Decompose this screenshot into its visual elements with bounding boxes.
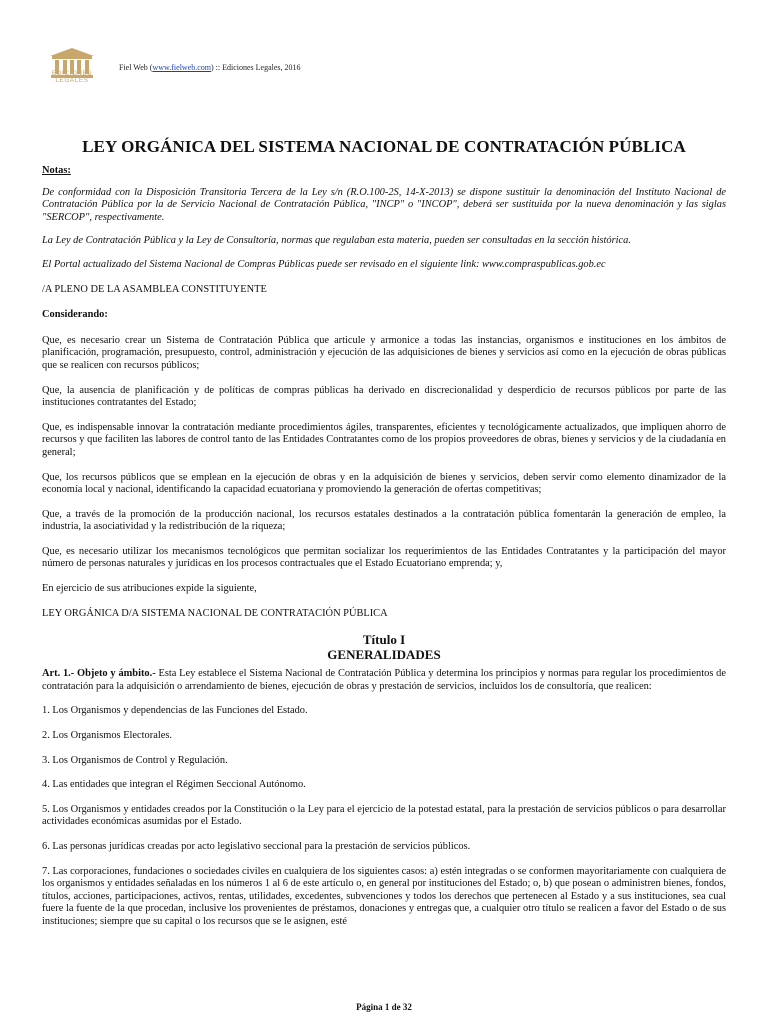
logo-text: EDICIONES LEGALES: [51, 70, 93, 84]
considerando-paragraph: Que, es indispensable innovar la contratación mediante procedimientos ágiles, transparentes, eficientes y tecnológicamente actualizados, que impliquen ahorro de recursos y que faciliten las labores de control tanto de las Entidades Contratantes como de los propios proveedores de obras, bienes y servicios y de la ciudadanía en general;: [42, 421, 726, 458]
document-title: LEY ORGÁNICA DEL SISTEMA NACIONAL DE CONTRATACIÓN PÚBLICA: [82, 137, 686, 156]
page-number: 1 de 32: [384, 1002, 412, 1012]
list-item: 3. Los Organismos de Control y Regulación.: [42, 754, 228, 766]
generalidades-heading: GENERALIDADES: [327, 647, 441, 663]
considerando-label: Considerando:: [42, 309, 108, 321]
list-item: 1. Los Organismos y dependencias de las Funciones del Estado.: [42, 705, 308, 717]
ley-name: LEY ORGÁNICA D/A SISTEMA NACIONAL DE CONTRATACIÓN PÚBLICA: [42, 607, 388, 619]
notas-label: Notas:: [42, 165, 71, 176]
note-paragraph: El Portal actualizado del Sistema Nacional de Compras Públicas puede ser revisado en el siguiente link: www.compraspublicas.gob.ec: [42, 258, 606, 270]
source-line: [119, 63, 301, 72]
list-item: 7. Las corporaciones, fundaciones o sociedades civiles en cualquiera de los siguientes casos: a) estén integradas o se conformen mayoritariamente con cualquiera de los organismos y entidades señaladas en los números 1 al 6 de este artículo o, en general por instituciones del Estado; o, b) que posean o administren bienes, fondos, títulos, acciones, participaciones, activos, rentas, utilidades, excedentes, subvenciones y todos los derechos que pertenecen al Estado y a sus instituciones, sea cual fuere la fuente de la que procedan, inclusive los provenientes de préstamos, donaciones y entregas que, a cualquier otro título se realicen a favor del Estado o de sus instituciones; siempre que su capital o los recursos que se le asignen, esté: [42, 865, 726, 927]
art1-paragraph: [42, 668, 726, 693]
list-item: 2. Los Organismos Electorales.: [42, 730, 172, 742]
document-body: [42, 165, 726, 929]
considerando-paragraph: Que, a través de la promoción de la producción nacional, los recursos estatales destinados a la contratación pública fomentarán la generación de empleo, la industria, la asociatividad y la redistribución de la riqueza;: [42, 508, 726, 533]
considerando-paragraph: Que, es necesario crear un Sistema de Contratación Pública que articule y armonice a todas las instancias, organismos e instituciones en los ámbitos de planificación, programación, presupuesto, control, administración y ejecución de las adquisiciones de bienes y servicios así como en la ejecución de obras públicas que se realicen con recursos públicos;: [42, 334, 726, 371]
fielweb-link[interactable]: www.fielweb.com: [152, 63, 212, 72]
expide-line: En ejercicio de sus atribuciones expide la siguiente,: [42, 583, 257, 595]
note-paragraph: La Ley de Contratación Pública y la Ley de Consultoría, normas que regulaban esta materia, pueden ser consultadas en la sección histórica.: [42, 235, 631, 247]
source-suffix: ) :: Ediciones Legales, 2016: [211, 63, 301, 72]
pleno-line: /A PLENO DE LA ASAMBLEA CONSTITUYENTE: [42, 283, 267, 295]
considerando-paragraph: Que, los recursos públicos que se emplean en la ejecución de obras y en la adquisición de bienes y servicios, deben servir como elemento dinamizador de la economía local y nacional, identificando la capacidad ecuatoriana y promoviendo la generación de ofertas competitivas;: [42, 471, 726, 496]
list-item: 6. Las personas jurídicas creadas por acto legislativo seccional para la prestación de servicios públicos.: [42, 841, 471, 852]
titulo-heading: Título I: [362, 632, 406, 648]
page-label: Página: [356, 1002, 383, 1012]
art1-text: Esta Ley establece el Sistema Nacional de Contratación Pública y determina los principios y normas para regular los procedimientos de contratación para la adquisición o arrendamiento de bienes, ejecución de obras y prestación de servicios, incluidos los de consultoría, que realicen:: [42, 668, 726, 692]
note-paragraph: De conformidad con la Disposición Transitoria Tercera de la Ley s/n (R.O.100-2S, 14-X-2013) se dispone sustituir la denominación del Instituto Nacional de Contratación Pública por la de Servicio Nacional de Contratación Pública, "INCP" o "INCOP", deberá ser sustituida por la nueva denominación y las siglas "SERCOP", respectivamente.: [42, 186, 726, 223]
source-prefix: Fiel Web (: [119, 63, 153, 72]
list-item: 5. Los Organismos y entidades creados por la Constitución o la Ley para el ejercicio de la potestad estatal, para la prestación de servicios públicos o para desarrollar actividades económicas asumidas por el Estado.: [42, 803, 726, 828]
page-footer: [0, 1002, 768, 1012]
list-item: 4. Las entidades que integran el Régimen Seccional Autónomo.: [42, 779, 306, 791]
art1-label: Art. 1.- Objeto y ámbito.-: [42, 668, 156, 680]
considerando-paragraph: Que, es necesario utilizar los mecanismos tecnológicos que permitan socializar los requerimientos de las Entidades Contratantes y la participación del mayor número de personas naturales y jurídicas en los procesos contractuales que el Estado Ecuatoriano emprenda; y,: [42, 545, 726, 570]
considerando-paragraph: Que, la ausencia de planificación y de políticas de compras públicas ha derivado en discrecionalidad y desperdicio de recursos públicos por parte de las instituciones contratantes del Estado;: [42, 384, 726, 409]
